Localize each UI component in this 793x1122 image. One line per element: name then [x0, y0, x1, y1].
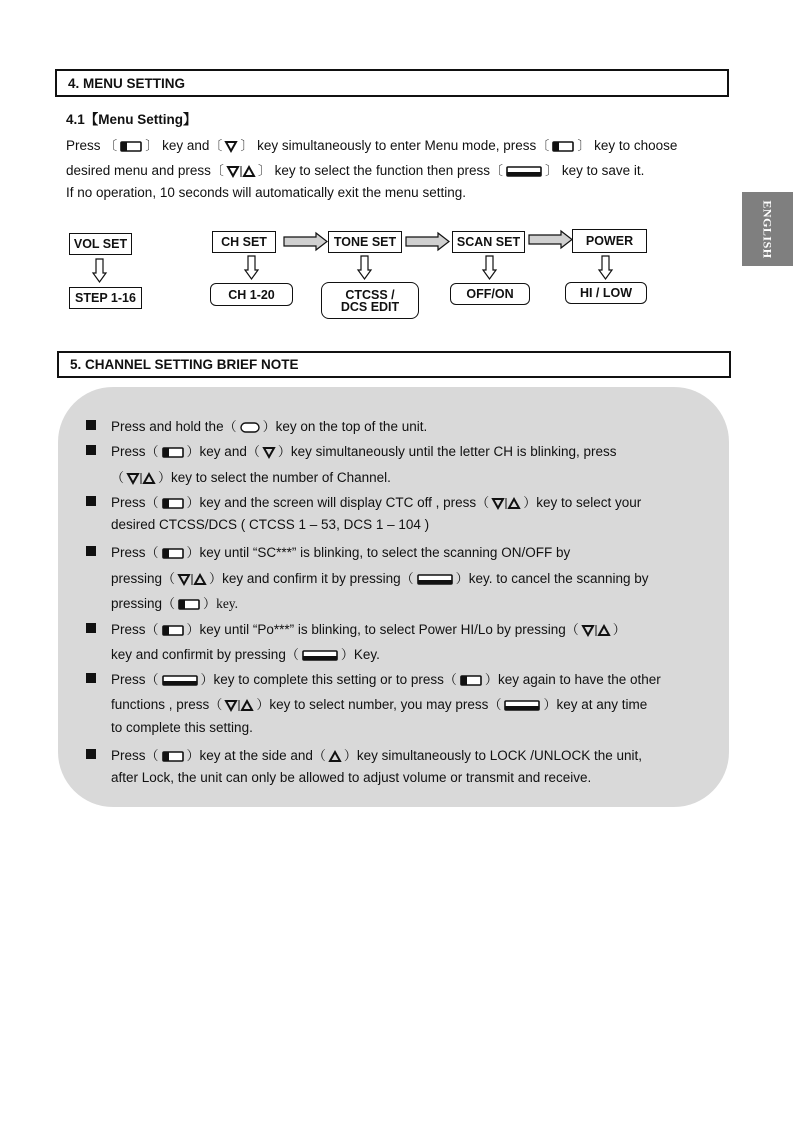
down-arrow-key-icon [263, 447, 275, 458]
down-up-arrow-key-icon [225, 700, 253, 711]
menu-setting-subtitle: 4.1【Menu Setting】 [66, 112, 197, 127]
note-4-line-1: Press（ ）key until “SC***” is blinking, to select the scanning ON/OFF by [111, 545, 571, 560]
menu-dcs-edit-label: DCS EDIT [340, 299, 400, 314]
side-key-icon [552, 141, 574, 152]
down-arrow-key-icon [225, 141, 237, 152]
bullet-marker [86, 546, 96, 556]
ptt-key-icon [506, 166, 542, 177]
bullet-marker [86, 623, 96, 633]
down-up-arrow-key-icon [127, 473, 155, 484]
down-arrow-icon [598, 256, 613, 280]
down-arrow-icon [244, 256, 259, 280]
section-4-title-text: 4. MENU SETTING [68, 75, 186, 91]
note-1: Press and hold the（ ）key on the top of the unit. [111, 419, 428, 434]
top-button-icon [240, 422, 260, 433]
menu-ch-range: CH 1-20 [210, 283, 293, 306]
down-up-arrow-key-icon [582, 625, 610, 636]
right-arrow-icon [284, 233, 328, 250]
side-key-icon [162, 548, 184, 559]
ptt-key-icon [302, 650, 338, 661]
note-4-line-3: pressing（ ）key. [111, 596, 239, 611]
side-key-icon [162, 447, 184, 458]
side-key-icon [460, 675, 482, 686]
menu-vol-set: VOL SET [69, 233, 132, 255]
note-2-line-2: （ ）key to select the number of Channel. [111, 470, 391, 485]
side-key-icon [120, 141, 142, 152]
menu-instructions-line-2: desired menu and press〔 〕 key to select the function then press〔 〕 key to save it. [66, 163, 645, 178]
note-2-line-1: Press（ ）key and（ ）key simultaneously until the letter CH is blinking, press [111, 444, 617, 459]
menu-ch-set: CH SET [212, 231, 276, 253]
down-up-arrow-key-icon [227, 166, 255, 177]
ptt-key-icon [417, 574, 453, 585]
menu-hi-low: HI / LOW [565, 282, 647, 304]
side-key-icon [162, 751, 184, 762]
menu-power: POWER [572, 229, 647, 253]
menu-ctcss-dcs [321, 282, 419, 319]
section-5-title-text: 5. CHANNEL SETTING BRIEF NOTE [70, 357, 299, 372]
down-arrow-icon [357, 256, 372, 280]
note-7-line-2: after Lock, the unit can only be allowed to adjust volume or transmit and receive. [111, 770, 592, 785]
menu-instructions-line-3: If no operation, 10 seconds will automatically exit the menu setting. [66, 185, 466, 200]
section-5-title [57, 351, 731, 378]
note-6-line-1: Press（ ）key to complete this setting or to press（ ）key again to have the other [111, 672, 661, 687]
note-6-line-2: functions , press（ ）key to select number, you may press（ ）key at any time [111, 697, 648, 712]
note-5-line-2: key and confirmit by pressing（ ）Key. [111, 647, 380, 662]
bullet-marker [86, 445, 96, 455]
bullet-marker [86, 749, 96, 759]
language-side-tab-label: ENGLISH [761, 199, 775, 259]
right-arrow-icon [529, 231, 573, 248]
menu-ctcss-label: CTCSS / [345, 287, 395, 302]
note-3-line-1: Press（ ）key and the screen will display CTC off , press（ ）key to select your [111, 495, 642, 510]
menu-instructions-line-1: Press 〔 〕 key and〔 〕 key simultaneously to enter Menu mode, press〔 〕 key to choose [66, 138, 678, 153]
menu-tone-set: TONE SET [328, 231, 402, 253]
side-key-icon [178, 599, 200, 610]
bullet-marker [86, 496, 96, 506]
note-4-line-2: pressing（ ）key and confirm it by pressing（ ）key. to cancel the scanning by [111, 571, 649, 586]
ptt-key-icon [162, 675, 198, 686]
section-4-title [55, 69, 729, 97]
bullet-marker [86, 420, 96, 430]
note-3-line-2: desired CTCSS/DCS ( CTCSS 1 – 53, DCS 1 – 104 ) [111, 517, 430, 532]
language-side-tab [742, 192, 793, 266]
down-arrow-icon [482, 256, 497, 280]
menu-step-range: STEP 1-16 [69, 287, 142, 309]
note-6-line-3: to complete this setting. [111, 720, 253, 735]
right-arrow-icon [406, 233, 450, 250]
note-5-line-1: Press（ ）key until “Po***” is blinking, to select Power HI/Lo by pressing（ ） [111, 622, 626, 637]
ptt-key-icon [504, 700, 540, 711]
side-key-icon [162, 625, 184, 636]
menu-scan-on-off: OFF/ON [450, 283, 530, 305]
menu-scan-set: SCAN SET [452, 231, 525, 253]
down-arrow-icon [92, 259, 107, 283]
bullet-marker [86, 673, 96, 683]
up-arrow-key-icon [329, 751, 341, 762]
note-7-line-1: Press（ ）key at the side and（ ）key simultaneously to LOCK /UNLOCK the unit, [111, 748, 643, 763]
down-up-arrow-key-icon [492, 498, 520, 509]
down-up-arrow-key-icon [178, 574, 206, 585]
side-key-icon [162, 498, 184, 509]
